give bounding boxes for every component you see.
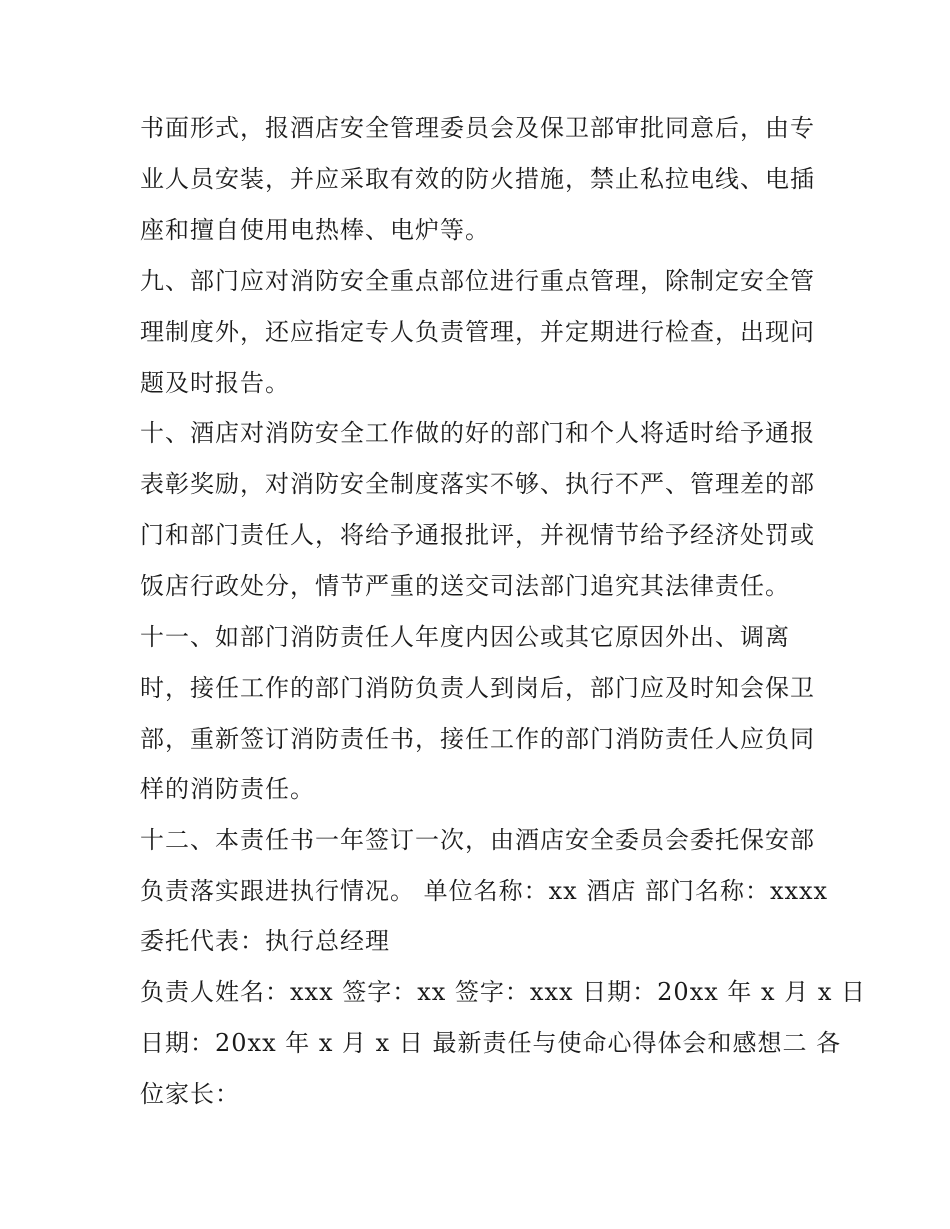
text-line-10: 饭店行政处分，情节严重的送交司法部门追究其法律责任。 <box>140 572 790 600</box>
text-line-2: 业人员安装，并应采取有效的防火措施，禁止私拉电线、电插 <box>140 165 815 193</box>
text-line-13: 部，重新签订消防责任书，接任工作的部门消防责任人应负同 <box>140 725 815 753</box>
text-line-7: 十、酒店对消防安全工作做的好的部门和个人将适时给予通报 <box>140 419 815 447</box>
text-line-18: 负责人姓名：xxx 签字：xx 签字：xxx 日期：20xx 年 x 月 x 日 <box>140 978 866 1006</box>
text-line-19: 日期：20xx 年 x 月 x 日 最新责任与使命心得体会和感想二 各 <box>140 1029 842 1057</box>
text-line-16: 负责落实跟进执行情况。 单位名称：xx 酒店 部门名称：xxxx <box>140 877 829 905</box>
text-line-9: 门和部门责任人，将给予通报批评，并视情节给予经济处罚或 <box>140 521 815 549</box>
text-line-14: 样的消防责任。 <box>140 775 315 803</box>
text-line-17: 委托代表：执行总经理 <box>140 927 390 955</box>
text-line-20: 位家长： <box>140 1080 240 1108</box>
text-line-12: 时，接任工作的部门消防负责人到岗后，部门应及时知会保卫 <box>140 674 815 702</box>
text-line-5: 理制度外，还应指定专人负责管理，并定期进行检查，出现问 <box>140 318 815 346</box>
text-line-4: 九、部门应对消防安全重点部位进行重点管理，除制定安全管 <box>140 267 815 295</box>
text-line-8: 表彰奖励，对消防安全制度落实不够、执行不严、管理差的部 <box>140 470 815 498</box>
text-line-1: 书面形式，报酒店安全管理委员会及保卫部审批同意后，由专 <box>140 114 815 142</box>
text-line-3: 座和擅自使用电热棒、电炉等。 <box>140 216 490 244</box>
text-line-15: 十二、本责任书一年签订一次，由酒店安全委员会委托保安部 <box>140 826 815 854</box>
text-line-11: 十一、如部门消防责任人年度内因公或其它原因外出、调离 <box>140 623 790 651</box>
text-line-6: 题及时报告。 <box>140 369 290 397</box>
